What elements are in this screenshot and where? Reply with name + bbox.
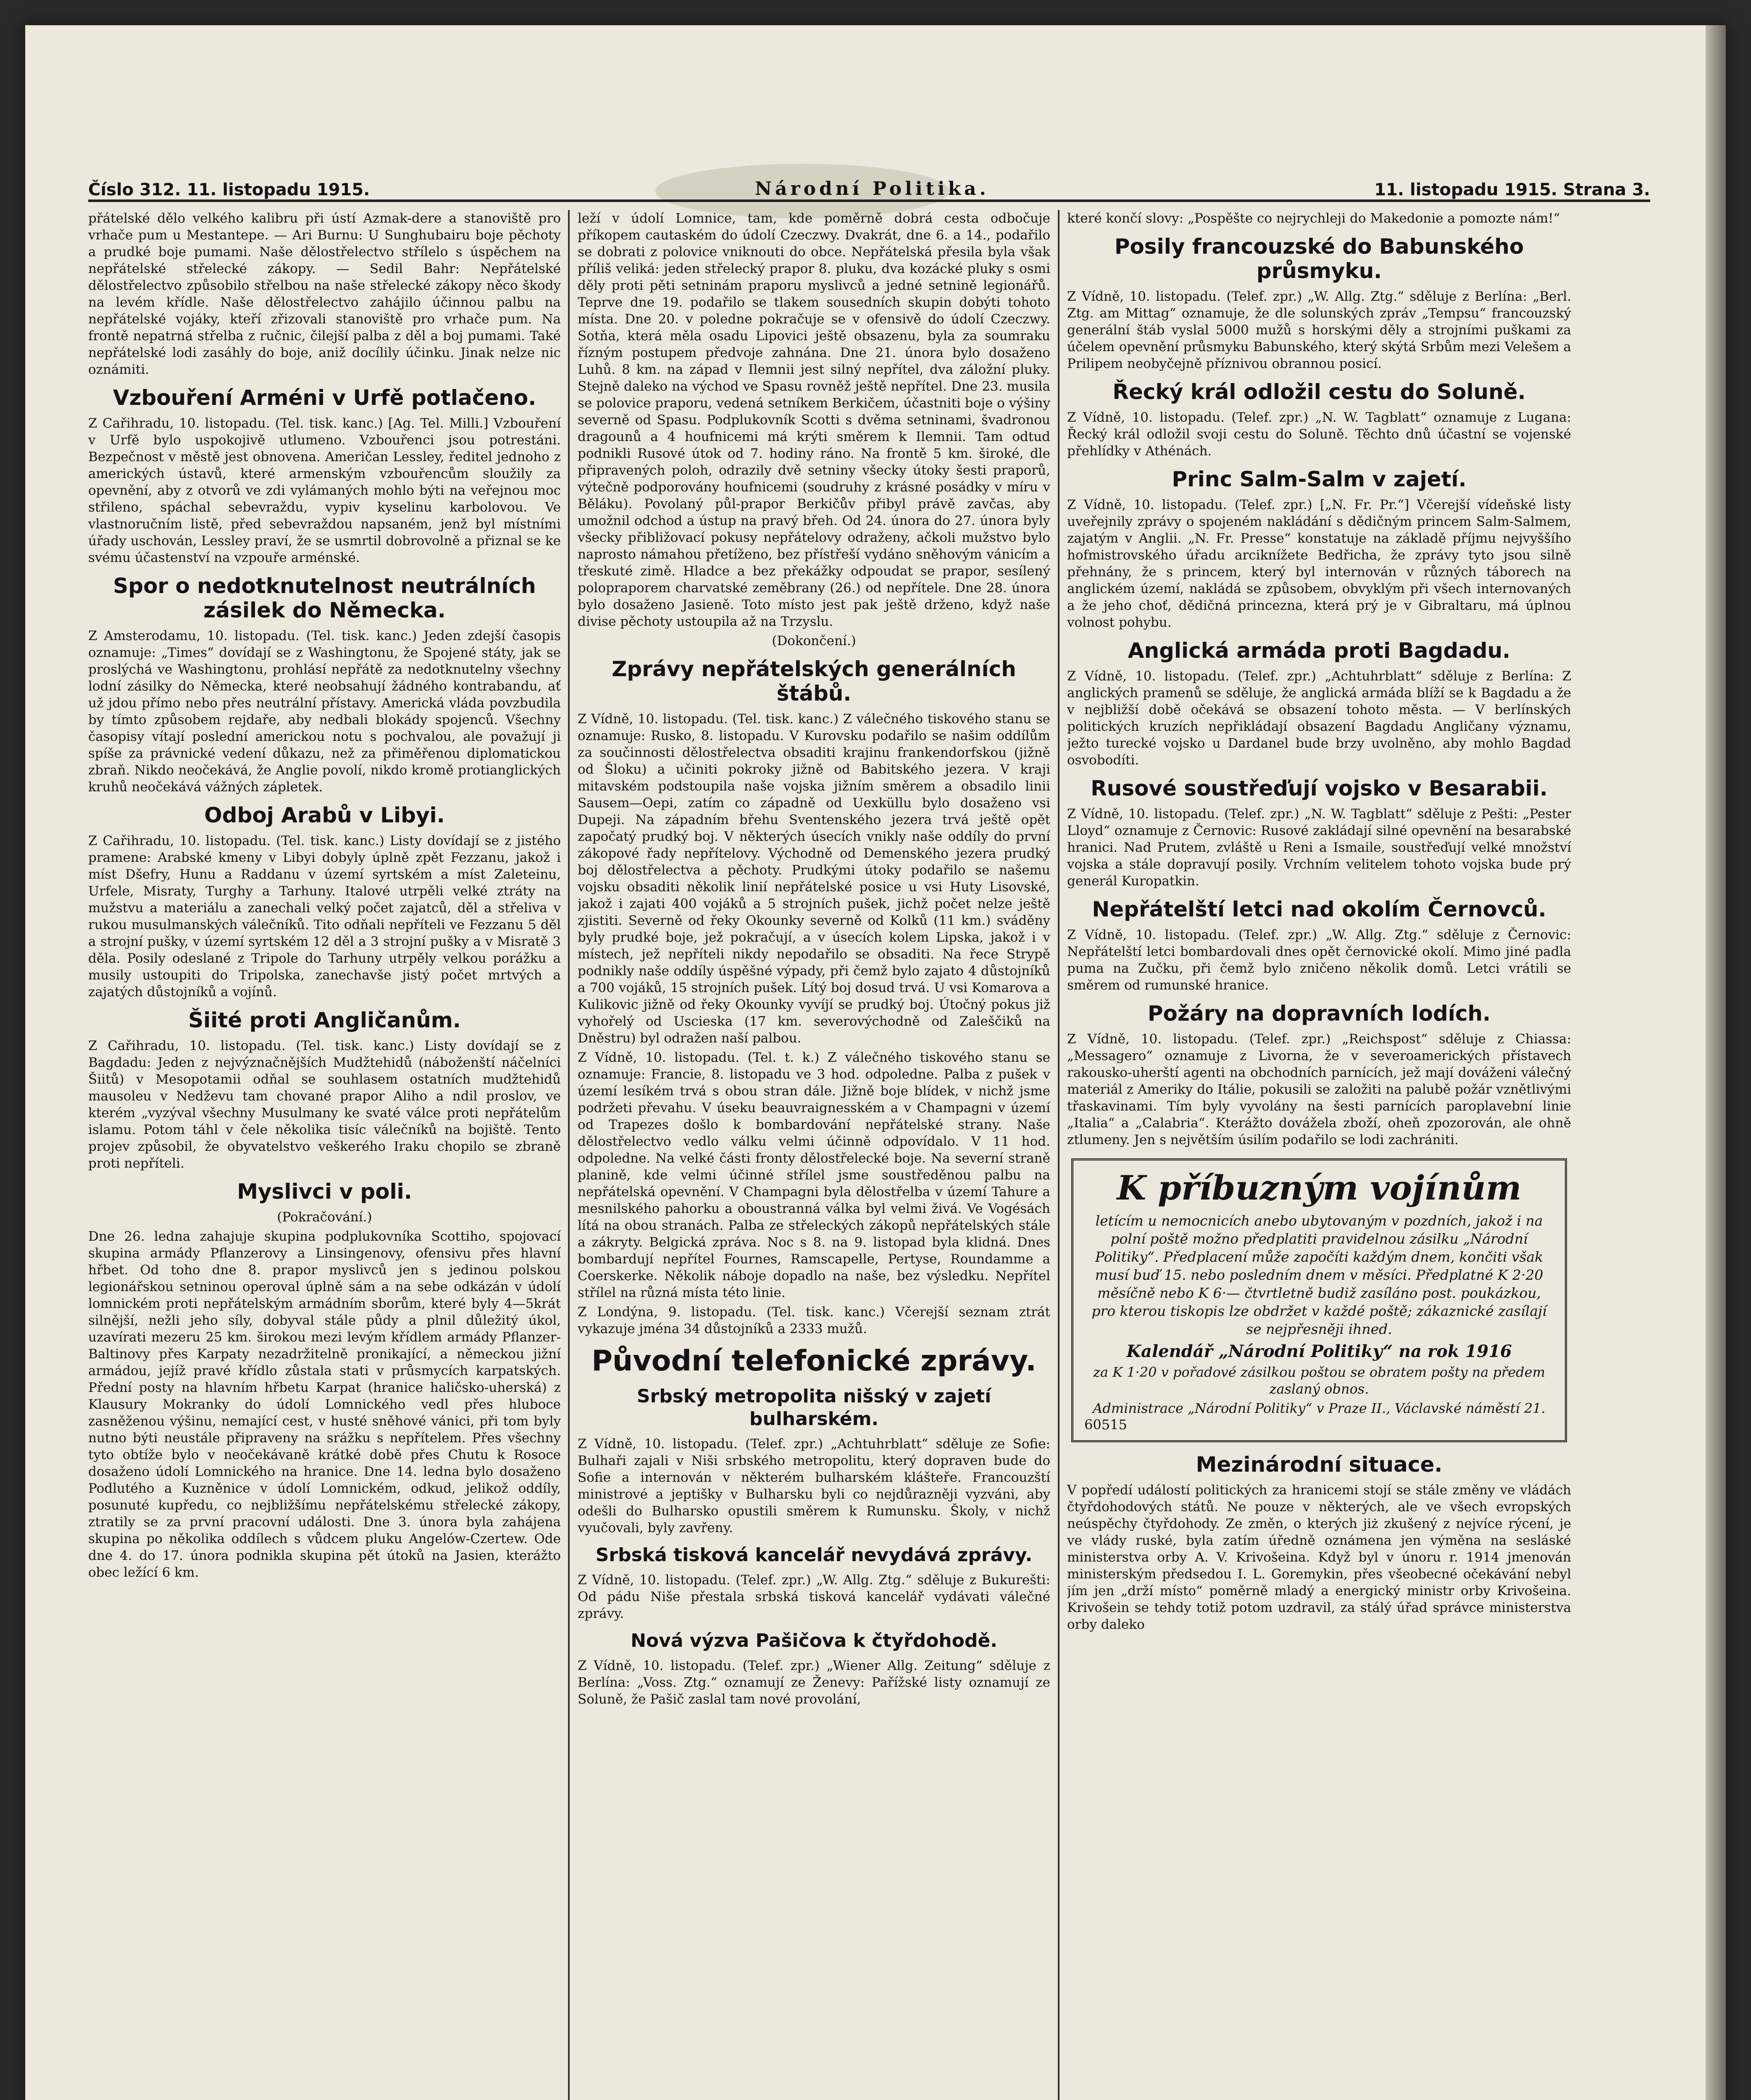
headline: Princ Salm-Salm v zajetí. xyxy=(1172,467,1467,491)
article-text: V popředí událostí politických za hranicemi stojí se stále změny ve vládách čtyřdohodových států. Ne pouze v některých, ale ve všech evropských neúspěchy čtyřdohody. Ze změn, o kterých jiż zkušený z nejvíce rýcení, je ve vlády ruské, byla zatím úředně oznámena jen výměna na sesláské ministerstva orby A. V. Krivošeina. Když byl v únoru r. 1914 jmenován ministerským předsedou I. L. Goremykin, přes všeobecné očekávání nebyl jím jen „drží místo“ poměrně mladý a energický ministr orby Krivošeina. Krivošein se tehdy totiž potom uzdravil, za stálý úřad správce ministerstva orby daleko xyxy=(1067,1483,1571,1632)
article-text: Z Vídně, 10. listopadu. (Telef. zpr.) „Achtuhrblatt“ sděluje ze Sofie: Bulhaři zajali v Niši srbského metropolitu, který dopraven bude do Sofie a internován v některém bulharském klášteře. Francouzští ministrové a jeptišky v Bulharsku byli co nejdůrazněji vyzváni, aby odešli do Bulharsko opustili směrem k Rumunsku. Školy, v nichž vyučovali, byly zavřeny. xyxy=(578,1436,1050,1536)
headline: Šiité proti Angličanům. xyxy=(188,1008,461,1032)
headline: Vzbouření Arméni v Urfě potlačeno. xyxy=(113,386,536,410)
headline: Nová výzva Pašičova k čtyřdohodě. xyxy=(631,1630,997,1651)
article-text: Z Vídně, 10. listopadu. (Telef. zpr.) „N. W. Tagblatt“ oznamuje z Lugana: Řecký král odložil svoji cestu do Soluně. Těchto dnů účastní se vojenské přehlídky v Athénách. xyxy=(1067,410,1571,459)
headline: Anglická armáda proti Bagdadu. xyxy=(1128,638,1511,663)
article-text: Z Cařihradu, 10. listopadu. (Tel. tisk. kanc.) [Ag. Tel. Milli.] Vzbouření v Urfě bylo uspokojivě utlumeno. Vzbouřenci jsou potrestáni. Bezpečnost v městě jest obnovena. Američan Lessley, ředitel jednoho z amerických ústavů, které armenským vzbouřencům sloužily za opevnění, aby z otvorů ve zdi vylámaných mohlo býti na veřejnou moc střileno, spáchal sebevraždu, vypiv kyselinu karbolovou. Ve vlastnoručním listě, před sebevraždou napsaném, jenž byl místními úřady uschován, Lessley praví, že se usmrtil dobrovolně a přiznal se ke svému účastenství na vzpouře arménské. xyxy=(88,416,561,565)
article-text: Z Cařihradu, 10. listopadu. (Tel. tisk. kanc.) Listy dovídají se z jistého pramene: Arabské kmeny v Libyi dobyly úplně zpět Fezzanu, jakož i míst Dšefry, Hunu a Raddanu v území syrtském a míst Zaleteinu, Urfele, Misraty, Turghy a Tarhuny. Italové utrpěli velké ztráty na mužstvu a materiálu a zanechali velký počet zajatců, děl a střeliva v rukou musulmanských válečníků. Tito odňali nepříteli ve Fezzanu 5 děl a strojní pušky, v území syrtském 12 děl a 3 strojní pušky a v Misratě 3 děla. Posily odeslané z Tripole do Tarhuny utrpěly velkou porážku a musily ustoupiti do Tripolska, zanechavše jistý počet mrtvých a zajatých důstojníků a vojínů. xyxy=(88,833,561,1000)
headline: Rusové soustřeďují vojsko v Besarabii. xyxy=(1091,776,1548,801)
notice-body: letícím u nemocnicích anebo ubytovaným v pozdních, jakož i na polní poště možno předplatiti pravidelnou zásilku „Národní Politiky“. Předplacení může započíti každým dnem, končiti však musí buď 15. nebo posledním dnem v měsíci. Předplatné K 2·20 měsíčně nebo K 6·— čtvrtletně budiž zasíláno post. poukázkou, pro kterou tiskopis lze obdržet v každé poště; zákaznické zasílají se nejpřesněji ihned. xyxy=(1091,1213,1547,1337)
headline: Srbský metropolita nišský v zajetí bulharském. xyxy=(636,1386,991,1430)
continuation-note: (Dokončení.) xyxy=(772,633,856,648)
issue-info: Číslo 312. 11. listopadu 1915. xyxy=(88,180,370,200)
headline: Odboj Arabů v Libyi. xyxy=(204,803,445,827)
page-info: 11. listopadu 1915. Strana 3. xyxy=(1374,180,1650,200)
headline: Zprávy nepřátelských generálních štábů. xyxy=(612,657,1016,706)
headline: Požáry na dopravních lodích. xyxy=(1147,1001,1491,1026)
notice-title: K příbuzným vojínům xyxy=(1117,1168,1522,1208)
article-text: Z Cařihradu, 10. listopadu. (Tel. tisk. kanc.) Listy dovídají se z Bagdadu: Jeden z nejvýznačnějších Mudžtehidů (náboženští náčelníci Šiitů) v Mesopotamii odňal se souhlasem ostatních mudžtehidů mausoleu v Nedževu tam chované prapor Aliho a ndil proslov, ve kterém „vyzýval všechny Musulmany ke svaté válce proti nepřátelům islamu. Potom táhl v čele několika tisíc válečníků na bojiště. Tento projev způsobil, že obyvatelstvo veškerého Iraku chopilo se zbraně proti nepříteli. xyxy=(88,1038,561,1171)
page-edge xyxy=(1706,25,1726,2100)
masthead-title: Národní Politika. xyxy=(755,178,989,200)
headline: Nepřátelští letci nad okolím Černovců. xyxy=(1092,897,1546,921)
headline: Posily francouzské do Babunského průsmyku. xyxy=(1114,234,1524,283)
article-text: Z Vídně, 10. listopadu. (Telef. zpr.) „Achtuhrblatt“ sděluje z Berlína: Z anglických pramenů se sděluje, že anglická armáda blíží se k Bagdadu a že v nejbližší době očekává se obsazení tohoto města. — V berlínských politických kruzích nepřikládají obsazení Bagdadu Angličany významu, ježto turecké vojsko u Dardanel bude brzy uvolněno, aby mohlo Bagdad osvobodíti. xyxy=(1067,669,1571,768)
headline: Spor o nedotknutelnost neutrálních zásilek do Německa. xyxy=(113,574,536,622)
headline: Mezinárodní situace. xyxy=(1196,1452,1443,1477)
article-text: Z Vídně, 10. listopadu. (Telef. zpr.) „Wiener Allg. Zeitung“ sděluje z Berlína: „Voss. Ztg.“ oznamují ze Ženevy: Pařížské listy oznamují ze Soluně, že Pašič zaslal tam nové provolání, xyxy=(578,1658,1050,1707)
article-text: Z Vídně, 10. listopadu. (Telef. zpr.) „W. Allg. Ztg.“ sděluje z Černovic: Nepřátelští letci bombardovali dnes opět černovické okolí. Mimo jiné padla puma na Zučku, při čemž bylo zničeno několik domů. Letci vrátili se směrem od rumunské hranice. xyxy=(1067,927,1571,993)
article-text: Z Londýna, 9. listopadu. (Tel. tisk. kanc.) Včerejší seznam ztrát vykazuje jména 34 důstojníků a 2333 mužů. xyxy=(578,1305,1050,1336)
page-header xyxy=(88,170,1650,202)
article-text: Z Vídně, 10. listopadu. (Telef. zpr.) „Reichspost“ sděluje z Chiassa: „Messagero“ oznamuje z Livorna, že v severoamerických přístavech rakousko-uherští agenti na obchodních parnících, jež mají dováženi válečný materiál z Ameriky do Itálie, pokusili se založiti na palubě požár vznětlivými třaskavinami. Tím byly vyvolány na šesti parnících paroplavební linie „Italia“ a „Calabria“. Kterážto dovážela zboží, oheň zpozorován, ale ohně ztlumeny. Jen s největším úsilím podařilo se lodi zachrániti. xyxy=(1067,1032,1571,1147)
article-text: Z Amsterodamu, 10. listopadu. (Tel. tisk. kanc.) Jeden zdejší časopis oznamuje: „Times“ dovídají se z Washingtonu, že Spojené státy, jak se proslýchá ve Washingtonu, prohlásí nepřátě za nedotknutelny všechny lodní zásilky do Německa, které neobsahují žádného kontrabandu, ať už jdou přímo nebo přes neutrální přístavy. Americká vláda povzbudila by tímto způsobem rejdaře, aby nedbali blokády spojenců. Všechny časopisy vítají poslední americkou notu s pochvalou, ale považují ji spíše za právnické vedení důkazu, než za přiměřenou diplomatickou zbraň. Nikdo neočekává, že Anglie povolí, nikdo kromě protianglických kruhů neočekává vážných zápletek. xyxy=(88,628,561,795)
article-text: leží v údolí Lomnice, tam, kde poměrně dobrá cesta odbočuje příkopem cautaském do údolí Czeczwy. Dvakrát, dne 6. a 14., podařilo se dobrati z polovice vniknouti do obce. Nepřátelská přesila byla však příliš veliká: jeden střelecký prapor 8. pluku, dva kozácké pluky s osmi děly proti pěti setninám praporu myslivců a jedné setnině legionářů. Teprve dne 19. podařilo se tlakem sousedních skupin dobýti tohoto místa. Dne 20. v poledne pokračuje se v ofensivě do údolí Czeczwy. Sotňa, která měla osadu Lipovici ještě obsazenu, byla za soumraku řízným postupem předvoje zahnána. Dne 21. února bylo dosaženo Luhů. 8 km. na západ v Ilemnii jest silný nepřítel, dva záložní pluky. Stejně daleko na východ ve Spasu rovněž ještě nepřítel. Dne 23. musila se polovice praporu, vedená setníkem Berkičem, účastniti boje o výšiny severně od Spasu. Podplukovník Scotti s dvěma setninami, švadronou dragounů a 4 houfnicemi má krýti směrem k Ilemnii. Tam odtud podnikli Rusové útok od 7. hodiny ráno. Na frontě 5 km. široké, dle připravených poloh, odrazily dvě setniny všecky útoky šesti praporů, výtečně podporovány houfnicemi (soudruhy z krásné posádky v míru v Běláku). Povolaný půl-prapor Berkičův přibyl právě zavčas, aby umožnil odchod a ústup na pravý břeh. Od 24. února do 27. února byly všecky přibližovací pokusy nepřátelovy odraženy, ačkoli mužstvo bylo naprosto námahou přetíženo, bez přístřeší vydáno sněhovým vánicím a třeskuté zimě. Hladce a bez překážky odpoudat se prapor, sesílený polopraporem charvatské zeměbrany (26.) od nepřítele. Dne 28. února bylo dosaženo Jasieně. Toto místo jest pak ještě drženo, když naše divise pěchoty ustoupila až na Trzyslu. xyxy=(578,211,1050,629)
ad-number: 60515 xyxy=(1084,1417,1127,1433)
headline: Řecký král odložil cestu do Soluně. xyxy=(1112,380,1526,404)
article-text: Z Vídně, 10. listopadu. (Telef. zpr.) „W. Allg. Ztg.“ sděluje z Bukurešti: Od pádu Niše přestala srbská tisková kancelář vydávati válečné zprávy. xyxy=(578,1572,1050,1621)
calendar-ad: Kalendář „Národní Politiky“ na rok 1916 xyxy=(1126,1341,1512,1361)
subscription-notice xyxy=(1071,1158,1567,1442)
article-text: přátelské dělo velkého kalibru při ústí Azmak-dere a stanoviště pro vrhače pum u Mestantepe. — Ari Burnu: U Sunghubairu boje pěchoty a prudké boje pumami. Naše dělostřelectvo střílelo s úspěchem na nepřátelské střelecké zákopy. — Sedil Bahr: Nepřátelské dělostřelectvo způsobilo střelbou na naše střelecké zákopy něco škody na levém křídle. Naše dělostřelectvo zahájilo účinnou palbu na nepřátelské vojáky, kteří zřizovali stanoviště pro vrhače pum. Na frontě nepatrná střelba z ručnic, čilejší palba z děl a boj pumami. Také nepřátelské lodi zasáhly do boje, aniž docílily účinku. Jinak nelze nic oznámiti. xyxy=(88,211,561,377)
article-text: Z Vídně, 10. listopadu. (Telef. zpr.) [„N. Fr. Pr.“] Včerejší vídeňské listy uveřejnily zprávy o spojeném nakládání s dědičným princem Salm-Salmem, zajatým v Anglii. „N. Fr. Presse“ konstatuje na základě příjmu nejvyššího hofmistrovského úřadu arciknížete Bedřicha, že zprávy tyto jsou silně přehnány, že s princem, který byl internován v různých táborech na anglickém území, nakládá se způsobem, obvyklým při všech internovaných a že jeho choť, dědičná princezna, která prý je v Gibraltaru, má úplnou volnost pohybu. xyxy=(1067,497,1571,630)
article-text: Z Vídně, 10. listopadu. (Telef. zpr.) „N. W. Tagblatt“ sděluje z Pešti: „Pester Lloyd“ oznamuje z Černovic: Rusové zakládají silné opevnění na besarabské hranici. Nad Prutem, zvláště u Reni a Ismaile, soustřeďují velké množství vojska a stále dopravují posily. Vrchním velitelem tohoto vojska bude prý generál Kuropatkin. xyxy=(1067,806,1571,889)
subheadline: (Pokračování.) xyxy=(277,1210,372,1225)
administration-address: Administrace „Národní Politiky“ v Praze II., Václavské náměstí 21. xyxy=(1093,1400,1546,1416)
column-1 xyxy=(88,210,561,2100)
section-headline: Původní telefonické zprávy. xyxy=(592,1344,1036,1378)
column-3 xyxy=(1067,210,1571,2100)
column-rule xyxy=(568,210,570,2100)
article-text: Z Vídně, 10. listopadu. (Telef. zpr.) „W. Allg. Ztg.“ sděluje z Berlína: „Berl. Ztg. am Mittag“ oznamuje, že dle solunských zpráv „Tempsu“ francouzský generální štáb vyslal 5000 mužů s horskými děly a strojními puškami za účelem opevnění průsmyku Babunského, který skýtá Srbům mezi Velešem a Prilipem neobyčejně příznivou obrannou posicí. xyxy=(1067,289,1571,371)
headline: Myslivci v poli. xyxy=(237,1179,412,1204)
newspaper-page xyxy=(25,25,1726,2100)
article-text: které končí slovy: „Pospěšte co nejrychleji do Makedonie a pomozte nám!“ xyxy=(1067,211,1560,226)
column-rule xyxy=(1058,210,1060,2100)
article-text: Z Vídně, 10. listopadu. (Tel. t. k.) Z válečného tiskového stanu se oznamuje: Francie, 8. listopadu ve 3 hod. odpoledne. Palba z pušek v území lesíkém trvá s obou stran dále. Jižně boje blídek, v nichž jsme podržeti převahu. V úseku beauvraignesském a v Champagni v území od Trapezes došlo k bombardování nepřátelské strany. Naše dělostřelectvo vedlo válku velmi účinně odpovídalo. V 11 hod. odpoledne. Na velké části fronty dělostřelecké boje. Na severní straně planině, kde velmi účinné střílel jsme soustředěnou palbu na nepřátelská opevnění. V Champagni byla dělostřelba v území Tahure a mesnilského pahorku a oboustranná válka byl velmi živá. Ve Vogésách lítá na obou stranách. Palba ze střeleckých zákopů nepřátelských stále a zákryty. Belgická zpráva. Noc s 8. na 9. listopad byla klidná. Dnes bombardují nepřítel Fournes, Ramscapelle, Pertyse, Roundamme a Coerskerke. Několik náboje dopadlo na naše, bez výsledku. Nepřítel střílel na různá místa této linie. xyxy=(578,1050,1050,1300)
column-2 xyxy=(578,210,1050,2100)
article-text: Dne 26. ledna zahajuje skupina podplukovníka Scottiho, spojovací skupina armády Pflanzerovy a Linsingenovy, ofensivu přes hlavní hřbet. Od toho dne 8. prapor myslivců jen s jedinou polskou legionářskou setninou operoval úplně sám a na sebe odkázán v údolí lomnickém proti nepřátelským armádním sborům, které byly 4—5krát silnější, nežli jeho síly, dobyval stále půdy a plnil důležitý úkol, uzavírati mezeru 25 km. širokou mezi levým křídlem armády Pflanzer-Baltinovy přes Karpaty nezadržitelně pronikající, a německou jižní armádou, jejíž pravé křídlo zůstala stati v průsmycích karpatských. Přední posty na hlavním hřbetu Karpat (hranice haličsko-uherská) z Klausury Mokranky do údolí Lomnického vedl přes hluboce zasněženou výšinu, nemající cest, v husté sněhové vánici, při tom byly nutno býti neustále připraveny na srážku s nepřítelem. Přes všechny tyto obtíže bylo v neočekávaně krátké době přes Chutu k Rosoce dosaženo údolí Lomnického na hranice. Dne 14. ledna bylo dosaženo Podlutého a Kuzněnice v údolí Lomnickém, odkud, jelikož oddíly, posunuté kupředu, co nejbližšímu nepřátelskému střelecké zákopy, ztratily se za první pracovní události. Dne 3. února byla zahájena skupina po několika oddílech s vůdcem pluku Angelów-Czertew. Ode dne 4. do 17. února podnikla skupina pět útoků na Jasien, kterážto obec ležící 6 km. xyxy=(88,1229,561,1580)
headline: Srbská tisková kancelář nevydává zprávy. xyxy=(595,1544,1033,1566)
article-text: Z Vídně, 10. listopadu. (Tel. tisk. kanc.) Z válečného tiskového stanu se oznamuje: Rusko, 8. listopadu. V Kurovsku podařilo se našim oddílům za součinnosti dělostřelectva obsaditi krajinu frankendorfskou (jižně od Šloku) a učiniti pokroky jižně od Babitského jezera. V kraji mitavském podstoupila naše vojska jižním směrem a obsadilo linii Sausem—Oepi, zatím co západně od Uexküllu bylo dosaženo vsi Dupeji. Na západním břehu Sventenského jezera trvá ještě opět započatý prudký boj. V některých úsecích vnikly naše oddíly do první zákopové řady nepřítelovy. Východně od Demenského jezera prudký boj dělostřelectva a pěchoty. Prudkými útoky podařilo se našemu vojsku obsaditi několik linií nepřátelské posice u vsi Huty Lisovské, jakož i zajati 400 vojáků a 5 strojních pušek, jichž počet nelze ještě zjistiti. Severně od řeky Okounky severně od Kolků (11 km.) sváděny byly prudké boje, jež pokračují, a v úsecích kolem Lipska, jakož i v místech, jež nepříteli nikdy nepodařilo se obsaditi. Na řece Strypě podnikly naše oddíly úspěšné výpady, při čemž bylo zajato 4 důstojníků a 700 vojáků, 15 strojních pušek. Lítý boj dosud trvá. U vsi Komarova a Kulikovic jižně od řeky Okounky vyvíjí se prudký boj. Útočný pokus již vyhořelý od Uscieska (17 km. severovýchodně od Zaleščiků na Dněstru) byl odražen naší palbou. xyxy=(578,711,1050,1046)
calendar-body: za K 1·20 v pořadové zásilkou poštou se obratem pošty na předem zaslaný obnos. xyxy=(1093,1364,1545,1397)
